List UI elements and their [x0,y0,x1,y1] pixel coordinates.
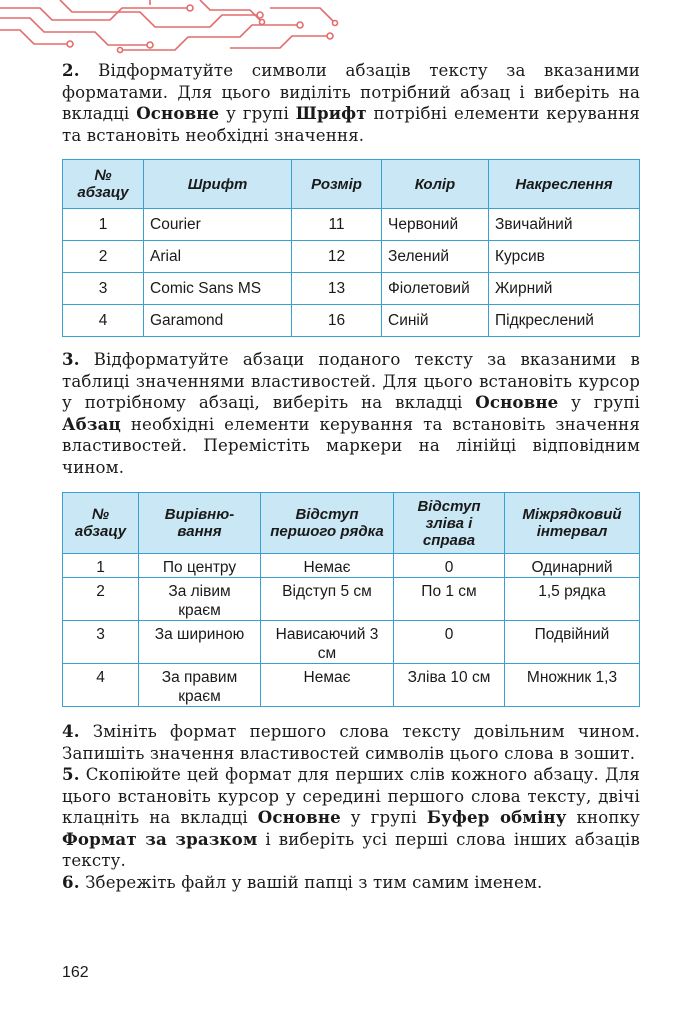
task-4: 4. Змініть формат першого слова тексту довільним чином. Запишіть значення властивостей символів цього слова в зошит. [62,721,640,763]
table-header: № абзацу [63,160,144,209]
table-cell: 13 [292,273,382,305]
table-row [63,305,640,337]
table-cell: Фіолетовий [382,273,489,305]
task-5: 5. Скопіюйте цей формат для перших слів кожного абзацу. Для цього встановіть курсор у середині першого слова тексту, двічі клацніть на вкладці Основне у групі Буфер обміну кнопку Формат за зразком і виберіть усі перші слова інших абзаців тексту. [62,764,640,870]
table-cell: Курсив [489,241,640,273]
table-cell: 3 [63,273,144,305]
table-cell: Немає [261,664,394,707]
table-cell: Comic Sans MS [144,273,292,305]
table-header-row [63,160,640,209]
table-header: Колір [382,160,489,209]
table-cell: По 1 см [394,578,505,621]
table-cell: 4 [63,664,139,707]
table-cell: За шириною [139,621,261,664]
font-format-table [62,159,640,337]
table-cell: Зліва 10 см [394,664,505,707]
table-header: Шрифт [144,160,292,209]
table-cell: Підкреслений [489,305,640,337]
table-cell: Подвійний [505,621,640,664]
table-header-row [63,493,640,554]
table-cell: Courier [144,209,292,241]
table-row [63,621,640,664]
table-cell: Відступ 5 см [261,578,394,621]
circuit-decoration [0,0,345,55]
table-cell: 4 [63,305,144,337]
table-cell: 0 [394,554,505,578]
table-header: Міжрядковий інтервал [505,493,640,554]
table-cell: 11 [292,209,382,241]
table-cell: 12 [292,241,382,273]
table-cell: За правим краєм [139,664,261,707]
page-number: 162 [62,964,89,981]
table-cell: Множник 1,3 [505,664,640,707]
table-cell: Одинарний [505,554,640,578]
table-cell: 0 [394,621,505,664]
table-row [63,209,640,241]
table-cell: Немає [261,554,394,578]
table-row [63,664,640,707]
table-cell: По центру [139,554,261,578]
table-row [63,273,640,305]
table-header: Відступ першого рядка [261,493,394,554]
table-cell: 1 [63,554,139,578]
table-cell: 2 [63,241,144,273]
table-cell: Синій [382,305,489,337]
table-cell: Зелений [382,241,489,273]
task-6: 6. Збережіть файл у вашій папці з тим самим іменем. [62,871,543,892]
table-cell: Жирний [489,273,640,305]
table-cell: Червоний [382,209,489,241]
paragraph-format-table [62,492,640,707]
table-cell: 1,5 рядка [505,578,640,621]
table-cell: Нависаючий 3 см [261,621,394,664]
table-cell: 1 [63,209,144,241]
table-cell: Garamond [144,305,292,337]
table-header: № абзацу [63,493,139,554]
table-header: Розмір [292,160,382,209]
table-header: Відступ зліва і справа [394,493,505,554]
task-2: 2. Відформатуйте символи абзаців тексту за вказаними форматами. Для цього виділіть потрібний абзац і виберіть на вкладці Основне у групі Шрифт потрібні елементи керування та встановіть необхідні значення. [62,60,641,145]
table-cell: 2 [63,578,139,621]
table-cell: 3 [63,621,139,664]
table-cell: За лівим краєм [139,578,261,621]
table-row [63,578,640,621]
table-header: Вирівню-вання [139,493,261,554]
table-header: Накреслення [489,160,640,209]
table-cell: Звичайний [489,209,640,241]
page-content [62,60,640,893]
table-row [63,241,640,273]
task-3: 3. Відформатуйте абзаци поданого тексту за вказаними в таблиці значеннями властивостей. Для цього встановіть курсор у потрібному абзаці, виберіть на вкладці Основне у групі Абзац необхідні елементи керування та встановіть значення властивостей. Перемістіть маркери на лінійці відповідним чином. [62,349,640,477]
table-cell: 16 [292,305,382,337]
table-row [63,554,640,578]
table-cell: Arial [144,241,292,273]
